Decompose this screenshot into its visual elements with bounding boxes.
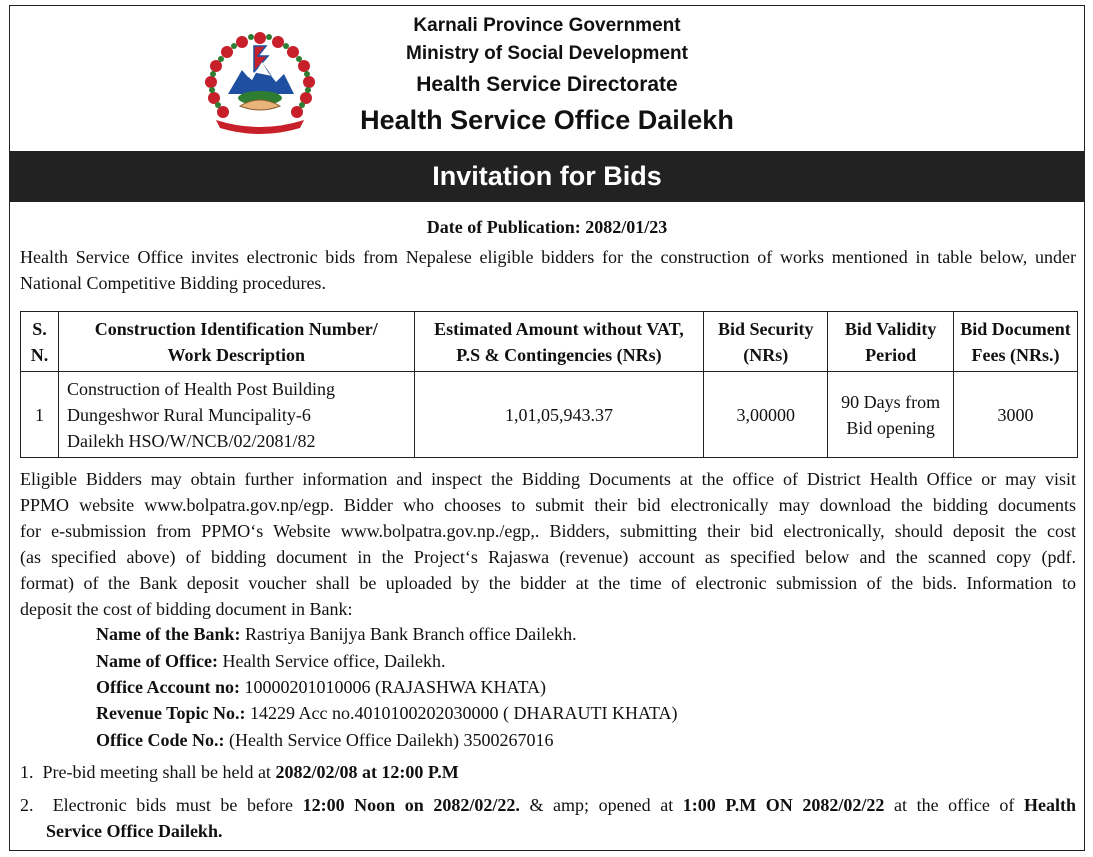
header-fees: Bid Document Fees (NRs.) (954, 312, 1078, 372)
header-work: Construction Identification Number/ Work Description (58, 312, 414, 372)
revenue-topic: Revenue Topic No.: 14229 Acc no.4010100202030000 ( DHARAUTI KHATA) (96, 703, 678, 723)
header-province: Karnali Province Government (413, 15, 681, 36)
bid-table (20, 311, 1078, 458)
office-name: Name of Office: Health Service office, Dailekh. (96, 651, 446, 671)
cell-validity: 90 Days from Bid opening (828, 372, 954, 458)
invitation-banner: Invitation for Bids (10, 151, 1084, 202)
cell-description: Construction of Health Post Building Dungeshwor Rural Muncipality-6 Dailekh HSO/W/NCB/02/2081/82 (58, 372, 414, 458)
note-prebid: 1. Pre-bid meeting shall be held at 2082/02/08 at 12:00 P.M (20, 762, 459, 782)
body-line: Eligible Bidders may obtain further information and inspect the Bidding Documents at the office of District Health Office or may visit (20, 469, 1076, 489)
publication-date: Date of Publication: 2082/01/23 (426, 217, 668, 237)
cell-sn: 1 (21, 372, 59, 458)
cell-fees: 3000 (954, 372, 1078, 458)
header-ministry: Ministry of Social Development (406, 43, 688, 64)
note-submission: 2. Electronic bids must be before 12:00 Noon on 2082/02/22. & amp; opened at 1:00 P.M ON 2082/02/22 at the office of Health Service Office Dailekh. (20, 795, 1076, 841)
body-line: PPMO website www.bolpatra.gov.np/egp. Bidder who chooses to submit their bid electronically may download the bidding documents (20, 495, 1076, 515)
office-code: Office Code No.: (Health Service Office Dailekh) 3500267016 (96, 730, 554, 750)
body-line: for e-submission from PPMO‘s Website www.bolpatra.gov.np./egp,. Bidders, submitting their bid electronically, should deposit the cost (20, 521, 1076, 541)
body-line: (as specified above) of bidding document in the Project‘s Rajaswa (revenue) account as specified below and the scanned copy (pdf. (20, 547, 1076, 567)
header-sn: S. N. (21, 312, 59, 372)
header-security: Bid Security (NRs) (704, 312, 828, 372)
header-directorate: Health Service Directorate (416, 73, 678, 96)
table-row (21, 372, 1078, 458)
cell-amount: 1,01,05,943.37 (414, 372, 704, 458)
notice-frame (9, 5, 1085, 851)
body-paragraph (20, 466, 1076, 622)
cell-security: 3,00000 (704, 372, 828, 458)
intro-paragraph: Health Service Office invites electronic bids from Nepalese eligible bidders for the construction of works mentioned in table below, under National Competitive Bidding procedures. (20, 247, 1076, 293)
header-validity: Bid Validity Period (828, 312, 954, 372)
header-office: Health Service Office Dailekh (360, 105, 734, 135)
header-amount: Estimated Amount without VAT, P.S & Contingencies (NRs) (414, 312, 704, 372)
bank-name: Name of the Bank: Rastriya Banijya Bank Branch office Dailekh. (96, 624, 577, 644)
body-line: format) of the Bank deposit voucher shall be uploaded by the bidder at the time of electronic submission of the bids. Information to (20, 573, 1076, 593)
table-header-row (21, 312, 1078, 372)
account-number: Office Account no: 10000201010006 (RAJASHWA KHATA) (96, 677, 547, 697)
body-line: deposit the cost of bidding document in Bank: (20, 599, 353, 619)
